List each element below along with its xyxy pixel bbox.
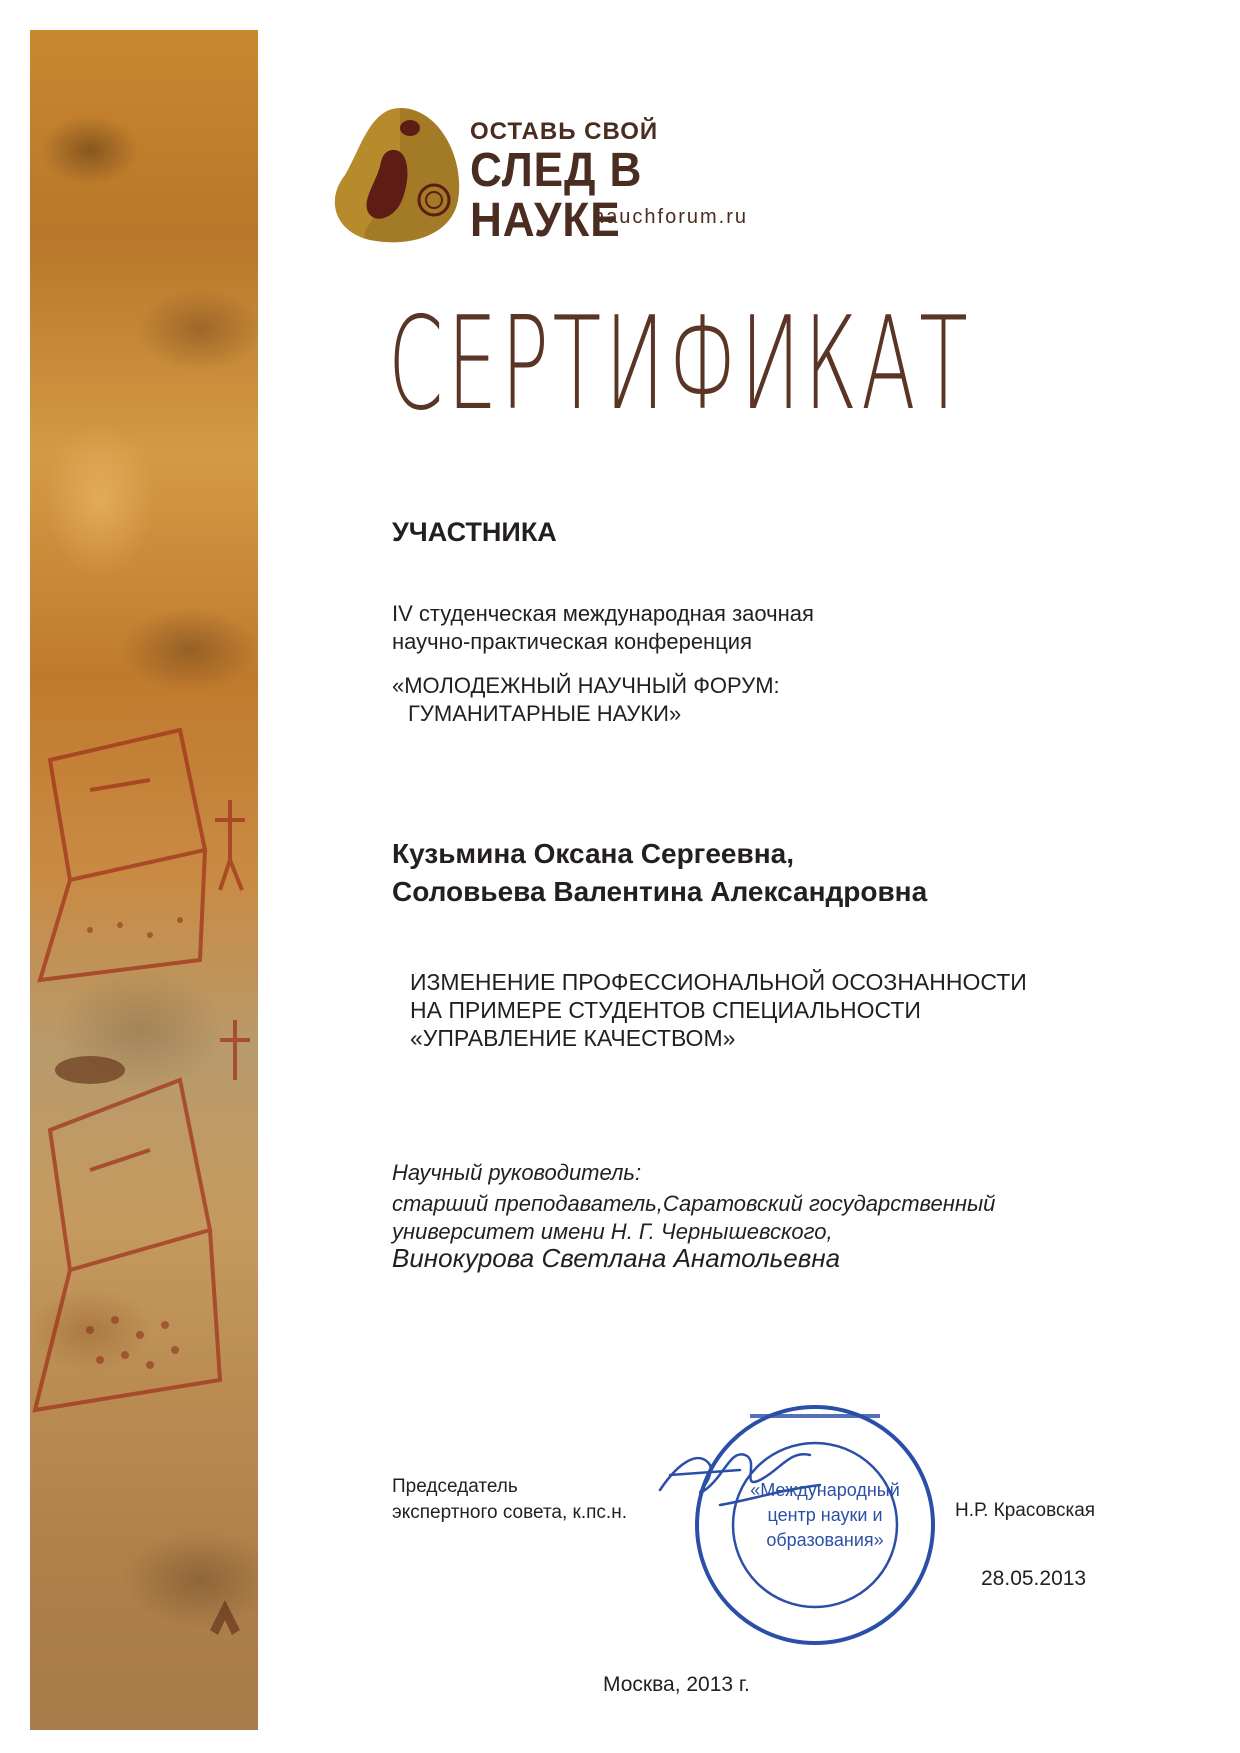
- topic-line: НА ПРИМЕРЕ СТУДЕНТОВ СПЕЦИАЛЬНОСТИ: [410, 997, 921, 1023]
- chair-name: Н.Р. Красовская: [955, 1500, 1096, 1521]
- topic-line: «УПРАВЛЕНИЕ КАЧЕСТВОМ»: [410, 1025, 736, 1051]
- stamp-line: «Международный: [750, 1480, 900, 1500]
- issue-date: 28.05.2013: [981, 1567, 1087, 1590]
- supervisor-position-line: университет имени Н. Г. Чернышевского,: [392, 1219, 833, 1244]
- conference-line: IV студенческая международная заочная: [392, 601, 814, 626]
- logo-site: nauchforum.ru: [593, 206, 748, 228]
- chair-line: экспертного совета, к.пс.н.: [392, 1502, 627, 1523]
- conference-name-line: ГУМАНИТАРНЫЕ НАУКИ»: [408, 701, 682, 726]
- supervisor-name: Винокурова Светлана Анатольевна: [392, 1243, 841, 1273]
- supervisor-position-line: старший преподаватель,Саратовский государственный: [392, 1191, 996, 1216]
- stamp-line: образования»: [766, 1530, 884, 1550]
- footprint-logo-icon: [330, 100, 470, 250]
- certificate-title: СЕРТИФИКАТ: [388, 290, 972, 439]
- supervisor-label: Научный руководитель:: [392, 1160, 642, 1185]
- supervisor-position: [392, 1190, 995, 1246]
- participant-heading: УЧАСТНИКА: [392, 517, 557, 547]
- paper-topic: [410, 968, 1027, 1052]
- stamp-line: центр науки и: [767, 1505, 883, 1525]
- logo-brand: СЛЕД В НАУКЕ: [470, 144, 643, 247]
- conference-description: [392, 600, 814, 656]
- conference-name-line: «МОЛОДЕЖНЫЙ НАУЧНЫЙ ФОРУМ:: [392, 673, 780, 698]
- chair-line: Председатель: [392, 1476, 518, 1497]
- city-year: Москва, 2013 г.: [603, 1673, 750, 1696]
- decorative-rock-art-band: [30, 30, 258, 1730]
- conference-name: [392, 672, 780, 728]
- authors: [392, 835, 927, 911]
- author-name: Кузьмина Оксана Сергеевна,: [392, 838, 794, 869]
- author-name: Соловьева Валентина Александровна: [392, 876, 928, 907]
- signature: [650, 1430, 830, 1520]
- conference-line: научно-практическая конференция: [392, 629, 753, 654]
- logo: [330, 100, 800, 250]
- chair-title: [392, 1474, 627, 1526]
- topic-line: ИЗМЕНЕНИЕ ПРОФЕССИОНАЛЬНОЙ ОСОЗНАННОСТИ: [410, 969, 1027, 995]
- logo-tagline: ОСТАВЬ СВОЙ: [470, 118, 659, 145]
